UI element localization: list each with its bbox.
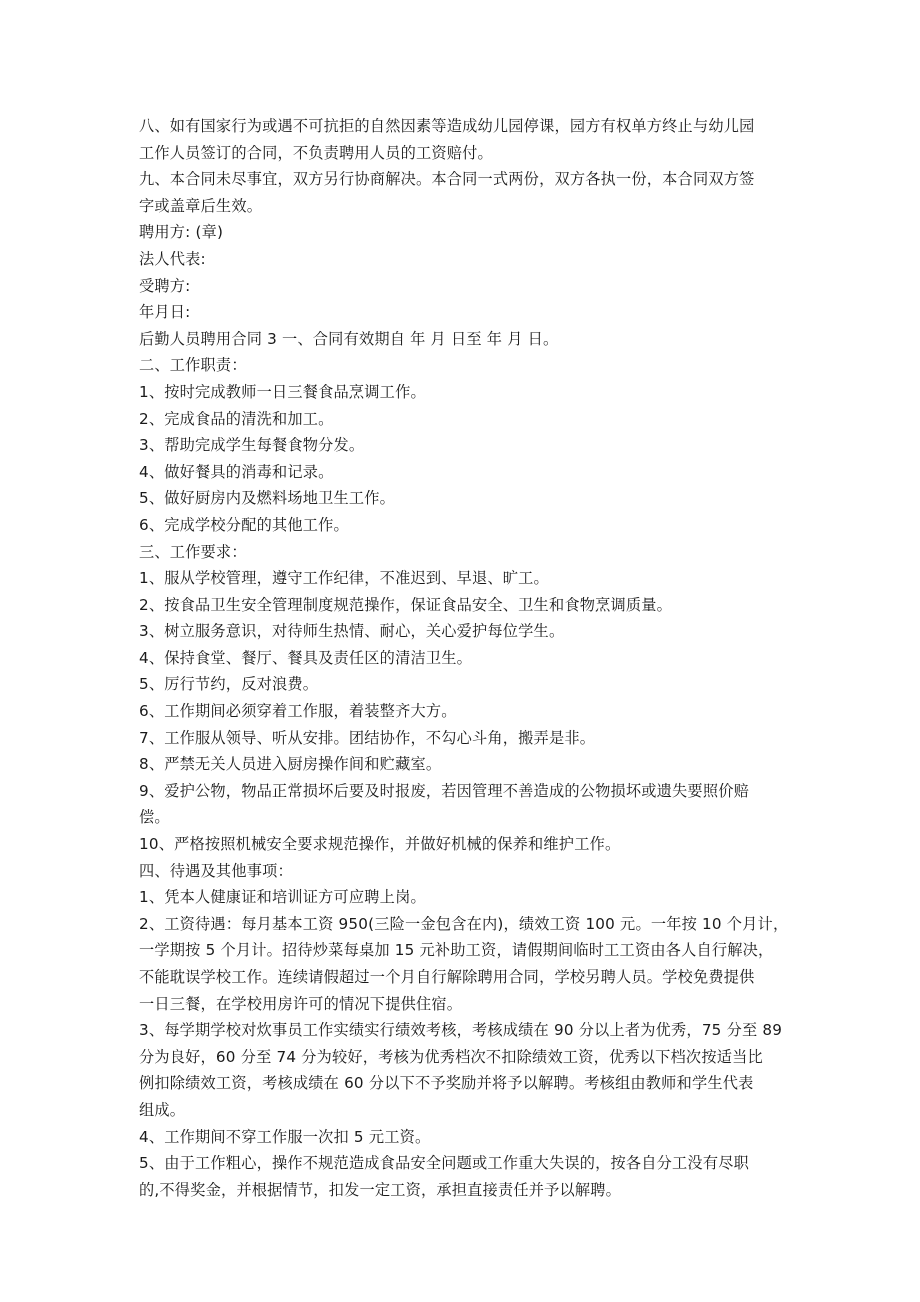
list-item: 6、工作期间必须穿着工作服，着装整齐大方。	[139, 702, 457, 721]
list-item: 5、厉行节约，反对浪费。	[139, 675, 319, 694]
employee-signature-line: 受聘方:	[139, 276, 191, 295]
section-heading-requirements: 三、工作要求：	[139, 542, 247, 561]
list-item-continuation: 组成。	[139, 1100, 186, 1119]
text-line: 字或盖章后生效。	[139, 196, 263, 215]
list-item: 1、凭本人健康证和培训证方可应聘上岗。	[139, 888, 426, 907]
list-item: 9、爱护公物，物品正常损坏后要及时报废，若因管理不善造成的公物损坏或遗失要照价赔	[139, 781, 749, 800]
list-item-continuation: 不能耽误学校工作。连续请假超过一个月自行解除聘用合同，学校另聘人员。学校免费提供	[139, 968, 755, 986]
section-heading-benefits: 四、待遇及其他事项：	[139, 861, 293, 880]
list-item: 1、按时完成教师一日三餐食品烹调工作。	[139, 382, 426, 401]
list-item: 2、工资待遇：每月基本工资 950(三险一金包含在内)，绩效工资 100 元。一年按 10 个月计，	[139, 914, 789, 933]
list-item: 4、工作期间不穿工作服一次扣 5 元工资。	[139, 1127, 431, 1146]
list-item: 5、由于工作粗心，操作不规范造成食品安全问题或工作重大失误的，按各自分工没有尽职	[139, 1154, 749, 1173]
list-item-continuation: 例扣除绩效工资，考核成绩在 60 分以下不予奖励并将予以解聘。考核组由教师和学生代表	[139, 1074, 754, 1093]
list-item-continuation: 的,不得奖金，并根据情节，扣发一定工资，承担直接责任并予以解聘。	[139, 1180, 622, 1199]
list-item: 2、完成食品的清洗和加工。	[139, 409, 334, 428]
list-item: 1、服从学校管理，遵守工作纪律，不准迟到、早退、旷工。	[139, 569, 549, 588]
text-line: 九、本合同未尽事宜，双方另行协商解决。本合同一式两份，双方各执一份，本合同双方签	[139, 170, 755, 189]
list-item: 4、保持食堂、餐厅、餐具及责任区的清洁卫生。	[139, 648, 473, 667]
list-item: 3、帮助完成学生每餐食物分发。	[139, 436, 365, 455]
section-heading-duties: 二、工作职责：	[139, 356, 247, 375]
text-line: 工作人员签订的合同，不负责聘用人员的工资赔付。	[139, 143, 493, 162]
list-item: 3、树立服务意识，对待师生热情、耐心，关心爱护每位学生。	[139, 622, 565, 641]
list-item: 7、工作服从领导、听从安排。团结协作，不勾心斗角，搬弄是非。	[139, 728, 596, 747]
list-item: 4、做好餐具的消毒和记录。	[139, 462, 334, 481]
list-item-continuation: 一日三餐，在学校用房许可的情况下提供住宿。	[139, 994, 463, 1013]
employer-signature-line: 聘用方: (章)	[139, 223, 224, 242]
list-item: 3、每学期学校对炊事员工作实绩实行绩效考核，考核成绩在 90 分以上者为优秀，75 分至 89	[139, 1021, 783, 1040]
list-item: 10、严格按照机械安全要求规范操作，并做好机械的保养和维护工作。	[139, 835, 621, 854]
list-item-continuation: 一学期按 5 个月计。招待炒菜每桌加 15 元补助工资，请假期间临时工工资由各人自行解决，	[139, 941, 774, 960]
list-item: 5、做好厨房内及燃料场地卫生工作。	[139, 489, 396, 508]
list-item-continuation: 分为良好，60 分至 74 分为较好，考核为优秀档次不扣除绩效工资，优秀以下档次按适当比	[139, 1047, 763, 1066]
list-item: 6、完成学校分配的其他工作。	[139, 515, 349, 534]
text-line: 八、如有国家行为或遇不可抗拒的自然因素等造成幼儿园停课，园方有权单方终止与幼儿园	[139, 117, 755, 135]
list-item-continuation: 偿。	[139, 808, 170, 827]
legal-representative-line: 法人代表:	[139, 249, 206, 268]
list-item: 8、严禁无关人员进入厨房操作间和贮藏室。	[139, 755, 442, 774]
document-body	[139, 113, 789, 1203]
date-line: 年月日:	[139, 303, 191, 322]
list-item: 2、按食品卫生安全管理制度规范操作，保证食品安全、卫生和食物烹调质量。	[139, 595, 673, 614]
contract-heading-line: 后勤人员聘用合同 3 一、合同有效期自 年 月 日至 年 月 日。	[139, 329, 559, 348]
